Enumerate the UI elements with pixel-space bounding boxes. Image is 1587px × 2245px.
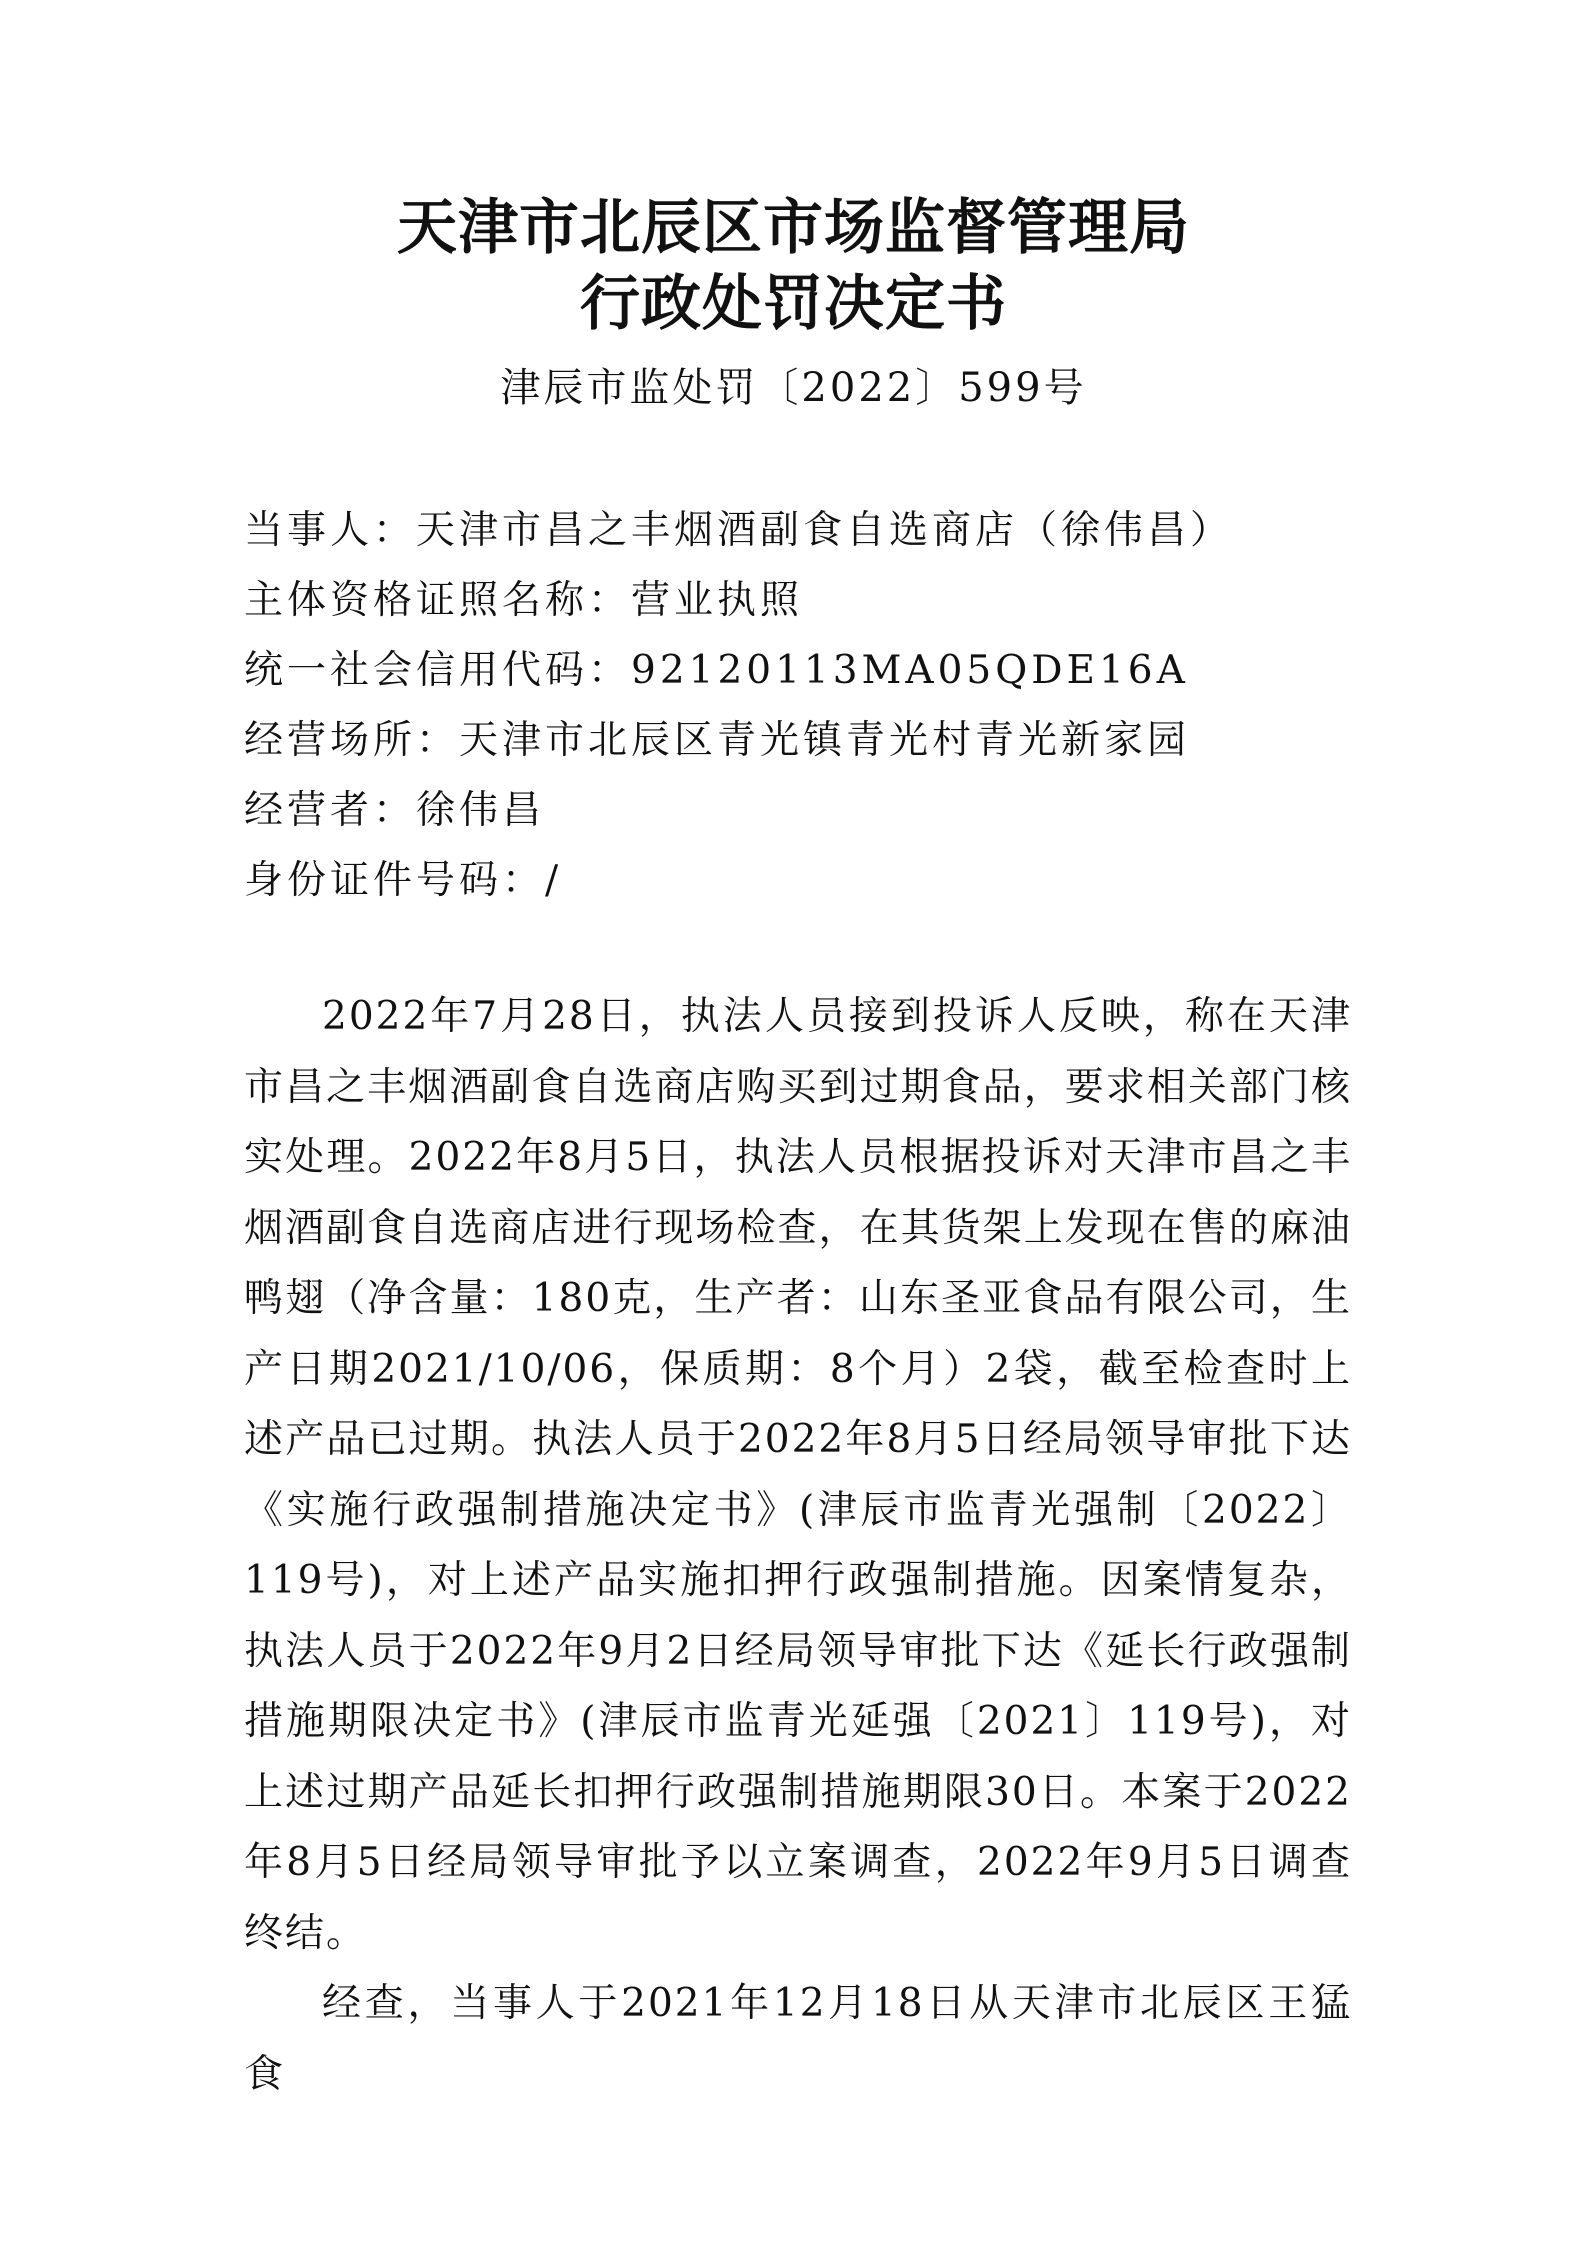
business-address-line: 经营场所：天津市北辰区青光镇青光村青光新家园: [244, 718, 1191, 763]
document-body: [244, 982, 1352, 2110]
party-info-block: [244, 496, 1364, 916]
operator-line: 经营者：徐伟昌: [244, 788, 546, 833]
license-type-line: 主体资格证照名称：营业执照: [244, 578, 804, 623]
document-subtitle: 行政处罚决定书: [580, 269, 1007, 339]
body-paragraph: 2022年7月28日，执法人员接到投诉人反映，称在天津市昌之丰烟酒副食自选商店购买到过期食品，要求相关部门核实处理。2022年8月5日，执法人员根据投诉对天津市昌之丰烟酒副食自选商店进行现场检查，在其货架上发现在售的麻油鸭翅（净含量：180克，生产者：山东圣亚食品有限公司，生产日期2021/10/06，保质期：8个月）2袋，截至检查时上述产品已过期。执法人员于2022年8月5日经局领导审批下达《实施行政强制措施决定书》(津辰市监青光强制〔2022〕119号)，对上述产品实施扣押行政强制措施。因案情复杂，执法人员于2022年9月2日经局领导审批下达《延长行政强制措施期限决定书》(津辰市监青光延强〔2021〕119号)，对上述过期产品延长扣押行政强制措施期限30日。本案于2022年8月5日经局领导审批予以立案调查，2022年9月5日调查终结。: [244, 994, 1352, 1956]
credit-code-line: 统一社会信用代码：92120113MA05QDE16A: [244, 648, 1189, 693]
document-title: 天津市北辰区市场监督管理局: [397, 193, 1190, 263]
party-name-line: 当事人：天津市昌之丰烟酒副食自选商店（徐伟昌）: [244, 508, 1234, 553]
id-number-line: 身份证件号码：/: [244, 858, 563, 903]
body-paragraph: 经查，当事人于2021年12月18日从天津市北辰区王猛食: [244, 1981, 1352, 2097]
document-number: 津辰市监处罚〔2022〕599号: [500, 365, 1087, 411]
